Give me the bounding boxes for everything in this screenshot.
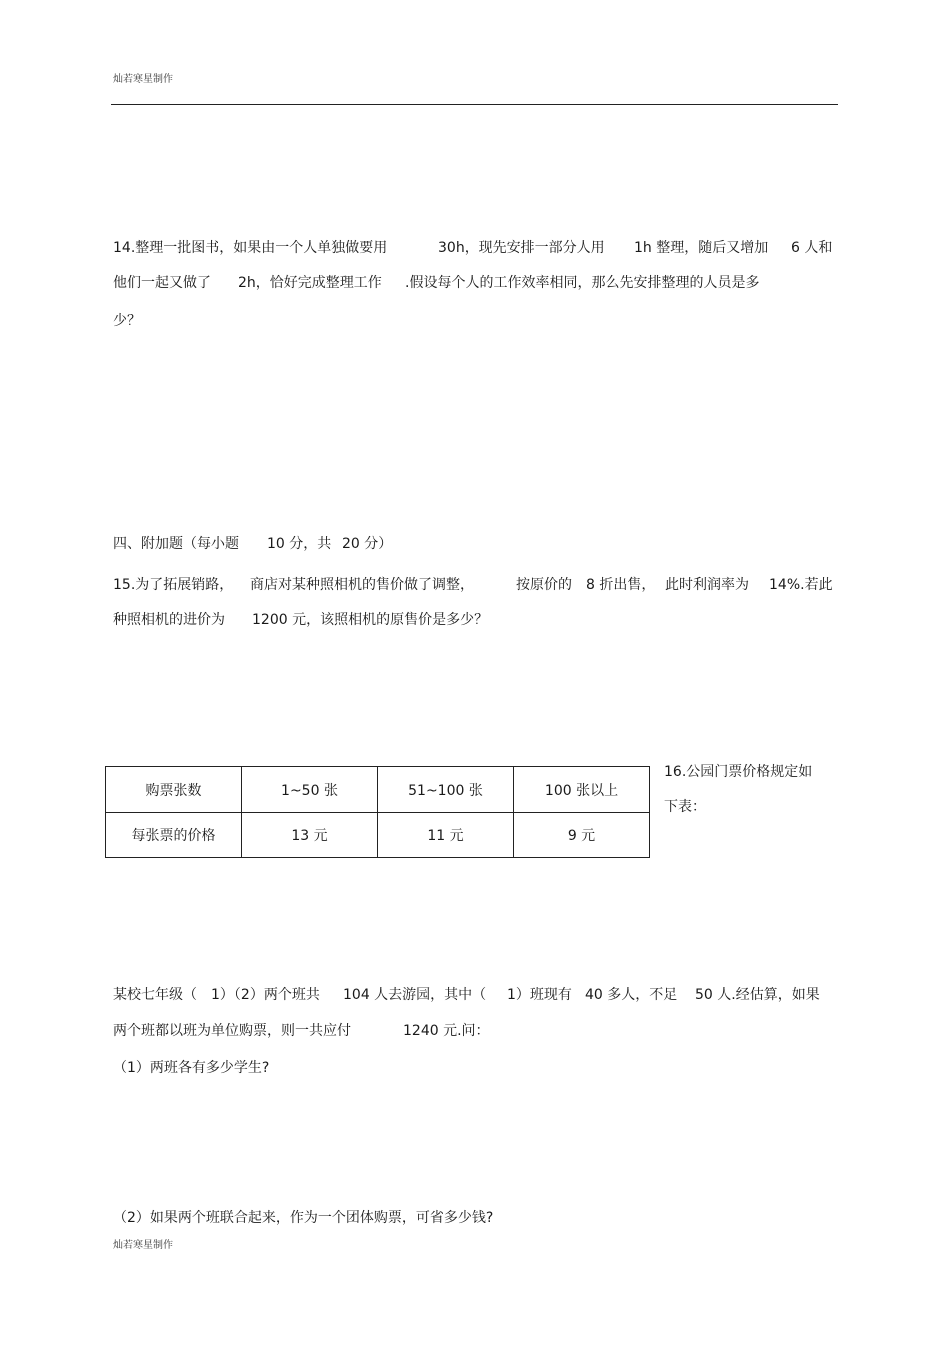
q15-text: 种照相机的进价为 bbox=[113, 612, 225, 628]
table-cell: 13 元 bbox=[242, 813, 378, 858]
q16-text: 50 人.经估算，如果 bbox=[695, 987, 820, 1003]
q16-text: 104 人去游园，其中（ bbox=[343, 987, 487, 1003]
section-heading-text: 10 分，共 bbox=[267, 536, 332, 552]
q14-text: 2h，恰好完成整理工作 bbox=[238, 275, 382, 291]
q16-text: 40 多人，不足 bbox=[585, 987, 678, 1003]
section-heading-text: 20 分） bbox=[342, 536, 393, 552]
q15-text: 此时利润率为 bbox=[665, 577, 749, 593]
q14-text: 6 人和 bbox=[791, 240, 833, 256]
q15-text: 15.为了拓展销路， bbox=[113, 577, 234, 593]
table-header-cell: 购票张数 bbox=[106, 767, 242, 813]
q14-text: 1h 整理，随后又增加 bbox=[634, 240, 769, 256]
q16-subquestion-2: （2）如果两个班联合起来，作为一个团体购票，可省多少钱? bbox=[113, 1210, 494, 1226]
q16-intro-line-1: 16.公园门票价格规定如 bbox=[664, 764, 813, 780]
ticket-price-table bbox=[105, 766, 650, 858]
table-row bbox=[106, 813, 650, 858]
q16-text: 1）班现有 bbox=[507, 987, 572, 1003]
page-footer: 灿若寒星制作 bbox=[113, 1240, 173, 1251]
section-heading-text: 四、附加题（每小题 bbox=[113, 536, 239, 552]
q15-text: 14%.若此 bbox=[769, 577, 833, 593]
q15-text: 8 折出售， bbox=[586, 577, 656, 593]
q14-text: 他们一起又做了 bbox=[113, 275, 211, 291]
q14-text: 14.整理一批图书，如果由一个人单独做要用 bbox=[113, 240, 388, 256]
table-row bbox=[106, 767, 650, 813]
q16-text: 两个班都以班为单位购票，则一共应付 bbox=[113, 1023, 351, 1039]
q14-text: 30h，现先安排一部分人用 bbox=[438, 240, 605, 256]
q14-text: .假设每个人的工作效率相同，那么先安排整理的人员是多 bbox=[405, 275, 760, 291]
table-header-cell: 1~50 张 bbox=[242, 767, 378, 813]
q15-text: 1200 元，该照相机的原售价是多少？ bbox=[252, 612, 489, 628]
page-header: 灿若寒星制作 bbox=[113, 74, 173, 85]
q16-text: 1240 元.问： bbox=[403, 1023, 490, 1039]
table-header-cell: 100 张以上 bbox=[514, 767, 650, 813]
header-divider bbox=[111, 104, 838, 105]
table-header-cell: 51~100 张 bbox=[378, 767, 514, 813]
q16-text: 1）（2）两个班共 bbox=[211, 987, 320, 1003]
q15-text: 商店对某种照相机的售价做了调整， bbox=[250, 577, 474, 593]
q15-text: 按原价的 bbox=[516, 577, 572, 593]
table-cell: 每张票的价格 bbox=[106, 813, 242, 858]
q16-intro-line-2: 下表： bbox=[664, 799, 706, 815]
table-cell: 9 元 bbox=[514, 813, 650, 858]
table-cell: 11 元 bbox=[378, 813, 514, 858]
q16-subquestion-1: （1）两班各有多少学生? bbox=[113, 1060, 270, 1076]
q16-text: 某校七年级（ bbox=[113, 987, 197, 1003]
q14-line-3: 少？ bbox=[113, 313, 141, 329]
